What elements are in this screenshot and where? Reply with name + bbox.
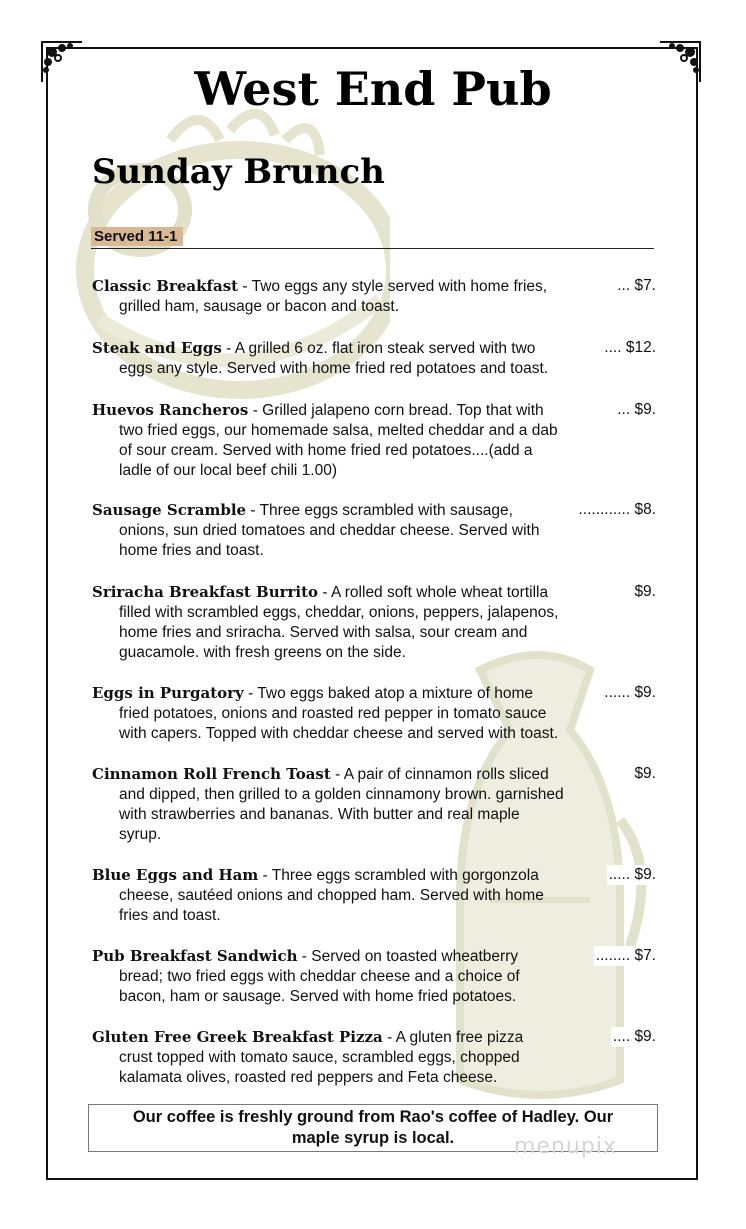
- menu-item-name: Pub Breakfast Sandwich: [92, 947, 298, 965]
- menu-item: [92, 500, 656, 561]
- menu-item-price: ............ $8.: [578, 501, 656, 518]
- menu-item: [92, 276, 656, 317]
- divider: [91, 248, 654, 249]
- menu-item-price: $9.: [634, 765, 656, 782]
- menu-item: [92, 582, 656, 663]
- menu-item-name: Huevos Rancheros: [92, 401, 249, 419]
- menu-item-description-line: bread; two fried eggs with cheddar cheese and a choice of: [119, 968, 520, 985]
- menu-item-first-line: [92, 338, 656, 359]
- menu-item: [92, 400, 656, 481]
- menu-item-price: ... $7.: [617, 277, 656, 294]
- menu-item-description-line: fried potatoes, onions and roasted red pepper in tomato sauce: [119, 705, 547, 722]
- menu-item-price: ...... $9.: [604, 684, 656, 701]
- menu-item-description: - Two eggs baked atop a mixture of home: [243, 685, 533, 702]
- menu-item-description-line: syrup.: [119, 826, 162, 843]
- menu-item-first-line: [92, 764, 656, 785]
- coffee-note-line: maple syrup is local.: [291, 1129, 455, 1147]
- menu-item-description: - Three eggs scrambled with sausage,: [246, 502, 513, 519]
- menu-item-description: - Grilled jalapeno corn bread. Top that with: [248, 402, 544, 419]
- menu-item-price: ........ $7.: [595, 947, 656, 964]
- menu-item: [92, 946, 656, 1007]
- menu-item-name: Blue Eggs and Ham: [92, 866, 259, 884]
- menu-item-first-line: [92, 683, 656, 704]
- menu-item-first-line: [92, 1027, 656, 1048]
- menu-item-description-line: cheese, sautéed onions and chopped ham. Served with home: [119, 887, 544, 904]
- menu-item-description-line: guacamole. with fresh greens on the side.: [119, 644, 406, 661]
- menu-item-description-line: with strawberries and bananas. With butter and real maple: [119, 806, 520, 823]
- served-hours-badge: Served 11-1: [91, 227, 183, 246]
- coffee-note-line: Our coffee is freshly ground from Rao's coffee of Hadley. Our: [132, 1108, 614, 1126]
- menu-item-name: Steak and Eggs: [92, 339, 222, 357]
- menu-item-name: Sriracha Breakfast Burrito: [92, 583, 319, 601]
- menu-item: [92, 683, 656, 744]
- menu-item-description-line: crust topped with tomato sauce, scrambled eggs, chopped: [119, 1049, 520, 1066]
- menu-item-first-line: [92, 865, 656, 886]
- menu-item-description-line: fries and toast.: [119, 907, 221, 924]
- menu-item-description-line: filled with scrambled eggs, cheddar, onions, peppers, jalapenos,: [119, 604, 559, 621]
- menu-item: [92, 865, 656, 926]
- menu-item-description: - A rolled soft whole wheat tortilla: [318, 584, 549, 601]
- menu-item-description: - Two eggs any style served with home fries,: [238, 278, 548, 295]
- menu-item-price: .... $12.: [604, 339, 656, 356]
- menu-item-description-line: of sour cream. Served with home fried red potatoes....(add a: [119, 442, 533, 459]
- menu-item-description: - A grilled 6 oz. flat iron steak served with two: [221, 340, 536, 357]
- menu-item-description-line: and dipped, then grilled to a golden cinnamony brown. garnished: [119, 786, 564, 803]
- menu-item-description-line: home fries and toast.: [119, 542, 264, 559]
- menu-item-first-line: [92, 500, 656, 521]
- menu-item-name: Classic Breakfast: [92, 277, 239, 295]
- menu-item-description: - A pair of cinnamon rolls sliced: [330, 766, 549, 783]
- menu-item-description-line: with capers. Topped with cheddar cheese and served with toast.: [119, 725, 559, 742]
- menu-item-price: .... $9.: [612, 1028, 656, 1045]
- menu-item-first-line: [92, 400, 656, 421]
- menu-item-description-line: onions, sun dried tomatoes and cheddar cheese. Served with: [119, 522, 540, 539]
- menu-item-name: Eggs in Purgatory: [92, 684, 244, 702]
- menu-item-price: $9.: [634, 583, 656, 600]
- menu-item-first-line: [92, 946, 656, 967]
- menu-item-description: - Served on toasted wheatberry: [297, 948, 519, 965]
- menu-item-price: ... $9.: [617, 401, 656, 418]
- menu-item-first-line: [92, 582, 656, 603]
- menu-item-description-line: kalamata olives, roasted red peppers and Feta cheese.: [119, 1069, 498, 1086]
- menu-subtitle: Sunday Brunch: [92, 152, 385, 192]
- menu-item-description-line: grilled ham, sausage or bacon and toast.: [119, 298, 400, 315]
- menu-item-description: - A gluten free pizza: [382, 1029, 524, 1046]
- menu-item: [92, 1027, 656, 1088]
- menu-item-name: Gluten Free Greek Breakfast Pizza: [92, 1028, 383, 1046]
- menu-item-description-line: ladle of our local beef chili 1.00): [119, 462, 337, 479]
- menu-item-description-line: home fries and sriracha. Served with salsa, sour cream and: [119, 624, 528, 641]
- page-title: West End Pub: [194, 62, 552, 116]
- menu-item-description-line: two fried eggs, our homemade salsa, melted cheddar and a dab: [119, 422, 558, 439]
- plate-watermark-icon: [60, 100, 390, 430]
- menu-item-description-line: bacon, ham or sausage. Served with home fried potatoes.: [119, 988, 517, 1005]
- menu-item: [92, 338, 656, 379]
- watermark-text: menupix: [514, 1134, 617, 1159]
- menu-item-name: Cinnamon Roll French Toast: [92, 765, 331, 783]
- menu-item-description-line: eggs any style. Served with home fried red potatoes and toast.: [119, 360, 549, 377]
- menu-item-price: ..... $9.: [608, 866, 656, 883]
- menu-item: [92, 764, 656, 845]
- menu-item-first-line: [92, 276, 656, 297]
- menu-item-description: - Three eggs scrambled with gorgonzola: [258, 867, 539, 884]
- menu-item-name: Sausage Scramble: [92, 501, 247, 519]
